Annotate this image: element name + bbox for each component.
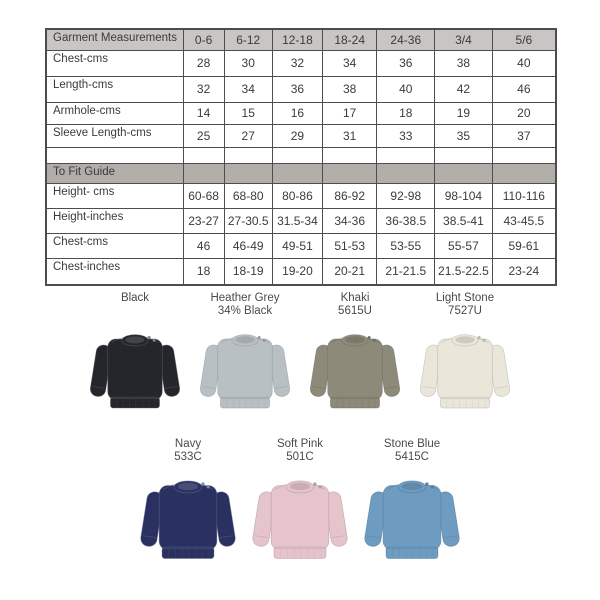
color-name: Khaki [340, 292, 370, 304]
cell-value [377, 147, 435, 163]
size-chart-table [45, 28, 557, 286]
spacer-row [46, 147, 556, 163]
cell-value: 40 [492, 50, 556, 76]
shoulder-button [148, 336, 151, 339]
col-header-size: 6-12 [224, 29, 272, 50]
collar-opening [402, 483, 422, 491]
cell-value [377, 163, 435, 183]
torso [159, 485, 217, 549]
collar-opening [345, 336, 364, 343]
color-name: Stone Blue [383, 438, 441, 450]
color-swatch [300, 292, 410, 421]
table-row [46, 50, 556, 76]
color-code: 533C [174, 451, 202, 463]
cell-value: 42 [435, 76, 493, 102]
cell-value: 36-38.5 [377, 208, 435, 233]
shoulder-button [373, 339, 376, 342]
cell-value: 17 [322, 102, 377, 124]
cell-value: 35 [435, 124, 493, 147]
cell-value: 110-116 [492, 183, 556, 208]
cell-value: 46 [492, 76, 556, 102]
torso [438, 339, 493, 400]
sweatshirt-image [195, 326, 295, 421]
table-row [46, 102, 556, 124]
color-code: 7527U [448, 305, 482, 317]
cell-value: 51-53 [322, 233, 377, 258]
cell-value: 25 [183, 124, 224, 147]
cell-value [272, 163, 322, 183]
color-swatch [80, 292, 190, 421]
shoulder-button [207, 485, 210, 488]
cell-value: 55-57 [435, 233, 493, 258]
shoulder-button [431, 485, 434, 488]
cell-value [322, 147, 377, 163]
shoulder-button [425, 483, 428, 486]
cell-value: 20-21 [322, 258, 377, 285]
cell-value: 18 [183, 258, 224, 285]
color-name: Black [120, 292, 150, 304]
cell-value: 36 [377, 50, 435, 76]
shoulder-button [201, 483, 204, 486]
cell-value [435, 163, 493, 183]
swatch-row-2 [0, 438, 600, 572]
color-code: 5615U [338, 305, 372, 317]
cell-value [435, 147, 493, 163]
cell-value [183, 163, 224, 183]
cell-value: 18-19 [224, 258, 272, 285]
color-name: Heather Grey [210, 292, 280, 304]
cell-value: 36 [272, 76, 322, 102]
sweatshirt-image [135, 472, 241, 572]
cell-value: 43-45.5 [492, 208, 556, 233]
row-label: Chest-cms [46, 50, 183, 76]
torso [328, 339, 383, 400]
cell-value: 14 [183, 102, 224, 124]
sweatshirt-image [359, 472, 465, 572]
cell-value: 37 [492, 124, 556, 147]
cell-value: 32 [183, 76, 224, 102]
torso [383, 485, 441, 549]
row-label: Chest-cms [46, 233, 183, 258]
shoulder-button [153, 339, 156, 342]
cell-value: 27-30.5 [224, 208, 272, 233]
cell-value: 21-21.5 [377, 258, 435, 285]
col-header-size: 0-6 [183, 29, 224, 50]
shoulder-button [258, 336, 261, 339]
color-name: Navy [174, 438, 202, 450]
cell-value: 49-51 [272, 233, 322, 258]
cell-value: 27 [224, 124, 272, 147]
table-row [46, 208, 556, 233]
table-row [46, 124, 556, 147]
torso [218, 339, 273, 400]
color-name: Soft Pink [276, 438, 324, 450]
cell-value: 33 [377, 124, 435, 147]
color-swatch [190, 292, 300, 421]
cell-value: 19 [435, 102, 493, 124]
table-row [46, 233, 556, 258]
sweatshirt-image [415, 326, 515, 421]
collar-opening [125, 336, 144, 343]
cell-value: 53-55 [377, 233, 435, 258]
cell-value: 23-27 [183, 208, 224, 233]
row-label: Sleeve Length-cms [46, 124, 183, 147]
cell-value: 92-98 [377, 183, 435, 208]
table-row [46, 258, 556, 285]
row-label: To Fit Guide [46, 163, 183, 183]
col-header-title: Garment Measurements [46, 29, 183, 50]
cell-value: 30 [224, 50, 272, 76]
cell-value [322, 163, 377, 183]
cell-value: 23-24 [492, 258, 556, 285]
col-header-size: 24-36 [377, 29, 435, 50]
cell-value: 80-86 [272, 183, 322, 208]
sweatshirt-image [305, 326, 405, 421]
color-swatch [356, 438, 468, 572]
color-code: 501C [286, 451, 314, 463]
cell-value: 46-49 [224, 233, 272, 258]
shoulder-button [483, 339, 486, 342]
cell-value: 31.5-34 [272, 208, 322, 233]
color-swatch [132, 438, 244, 572]
table-row [46, 76, 556, 102]
cell-value: 98-104 [435, 183, 493, 208]
cell-value: 18 [377, 102, 435, 124]
col-header-size: 5/6 [492, 29, 556, 50]
table-row [46, 183, 556, 208]
cell-value: 32 [272, 50, 322, 76]
cell-value: 40 [377, 76, 435, 102]
shoulder-button [478, 336, 481, 339]
cell-value: 20 [492, 102, 556, 124]
shoulder-button [319, 485, 322, 488]
color-swatch [244, 438, 356, 572]
cell-value: 38 [435, 50, 493, 76]
cell-value: 16 [272, 102, 322, 124]
col-header-size: 18-24 [322, 29, 377, 50]
cell-value [272, 147, 322, 163]
cell-value: 31 [322, 124, 377, 147]
color-code: 34% Black [217, 305, 273, 317]
row-label: Chest-inches [46, 258, 183, 285]
color-name: Light Stone [435, 292, 495, 304]
cell-value [224, 163, 272, 183]
swatch-row-1 [0, 292, 600, 421]
cell-value: 59-61 [492, 233, 556, 258]
section-header-row [46, 163, 556, 183]
cell-value: 34 [322, 50, 377, 76]
cell-value: 60-68 [183, 183, 224, 208]
table-header-row [46, 29, 556, 50]
cell-value: 68-80 [224, 183, 272, 208]
sweatshirt-image [85, 326, 185, 421]
cell-value: 21.5-22.5 [435, 258, 493, 285]
row-label [46, 147, 183, 163]
cell-value: 15 [224, 102, 272, 124]
cell-value: 38 [322, 76, 377, 102]
torso [271, 485, 329, 549]
sweatshirt-image [247, 472, 353, 572]
cell-value: 28 [183, 50, 224, 76]
cell-value: 34-36 [322, 208, 377, 233]
col-header-size: 12-18 [272, 29, 322, 50]
row-label: Armhole-cms [46, 102, 183, 124]
row-label: Length-cms [46, 76, 183, 102]
shoulder-button [313, 483, 316, 486]
row-label: Height- cms [46, 183, 183, 208]
color-code: 5415C [395, 451, 429, 463]
cell-value: 19-20 [272, 258, 322, 285]
collar-opening [290, 483, 310, 491]
cell-value: 38.5-41 [435, 208, 493, 233]
cell-value: 86-92 [322, 183, 377, 208]
collar-opening [178, 483, 198, 491]
shoulder-button [263, 339, 266, 342]
cell-value [492, 163, 556, 183]
cell-value [492, 147, 556, 163]
shoulder-button [368, 336, 371, 339]
collar-opening [455, 336, 474, 343]
cell-value [224, 147, 272, 163]
cell-value: 29 [272, 124, 322, 147]
col-header-size: 3/4 [435, 29, 493, 50]
row-label: Height-inches [46, 208, 183, 233]
collar-opening [235, 336, 254, 343]
cell-value [183, 147, 224, 163]
cell-value: 46 [183, 233, 224, 258]
torso [108, 339, 163, 400]
color-swatch [410, 292, 520, 421]
cell-value: 34 [224, 76, 272, 102]
